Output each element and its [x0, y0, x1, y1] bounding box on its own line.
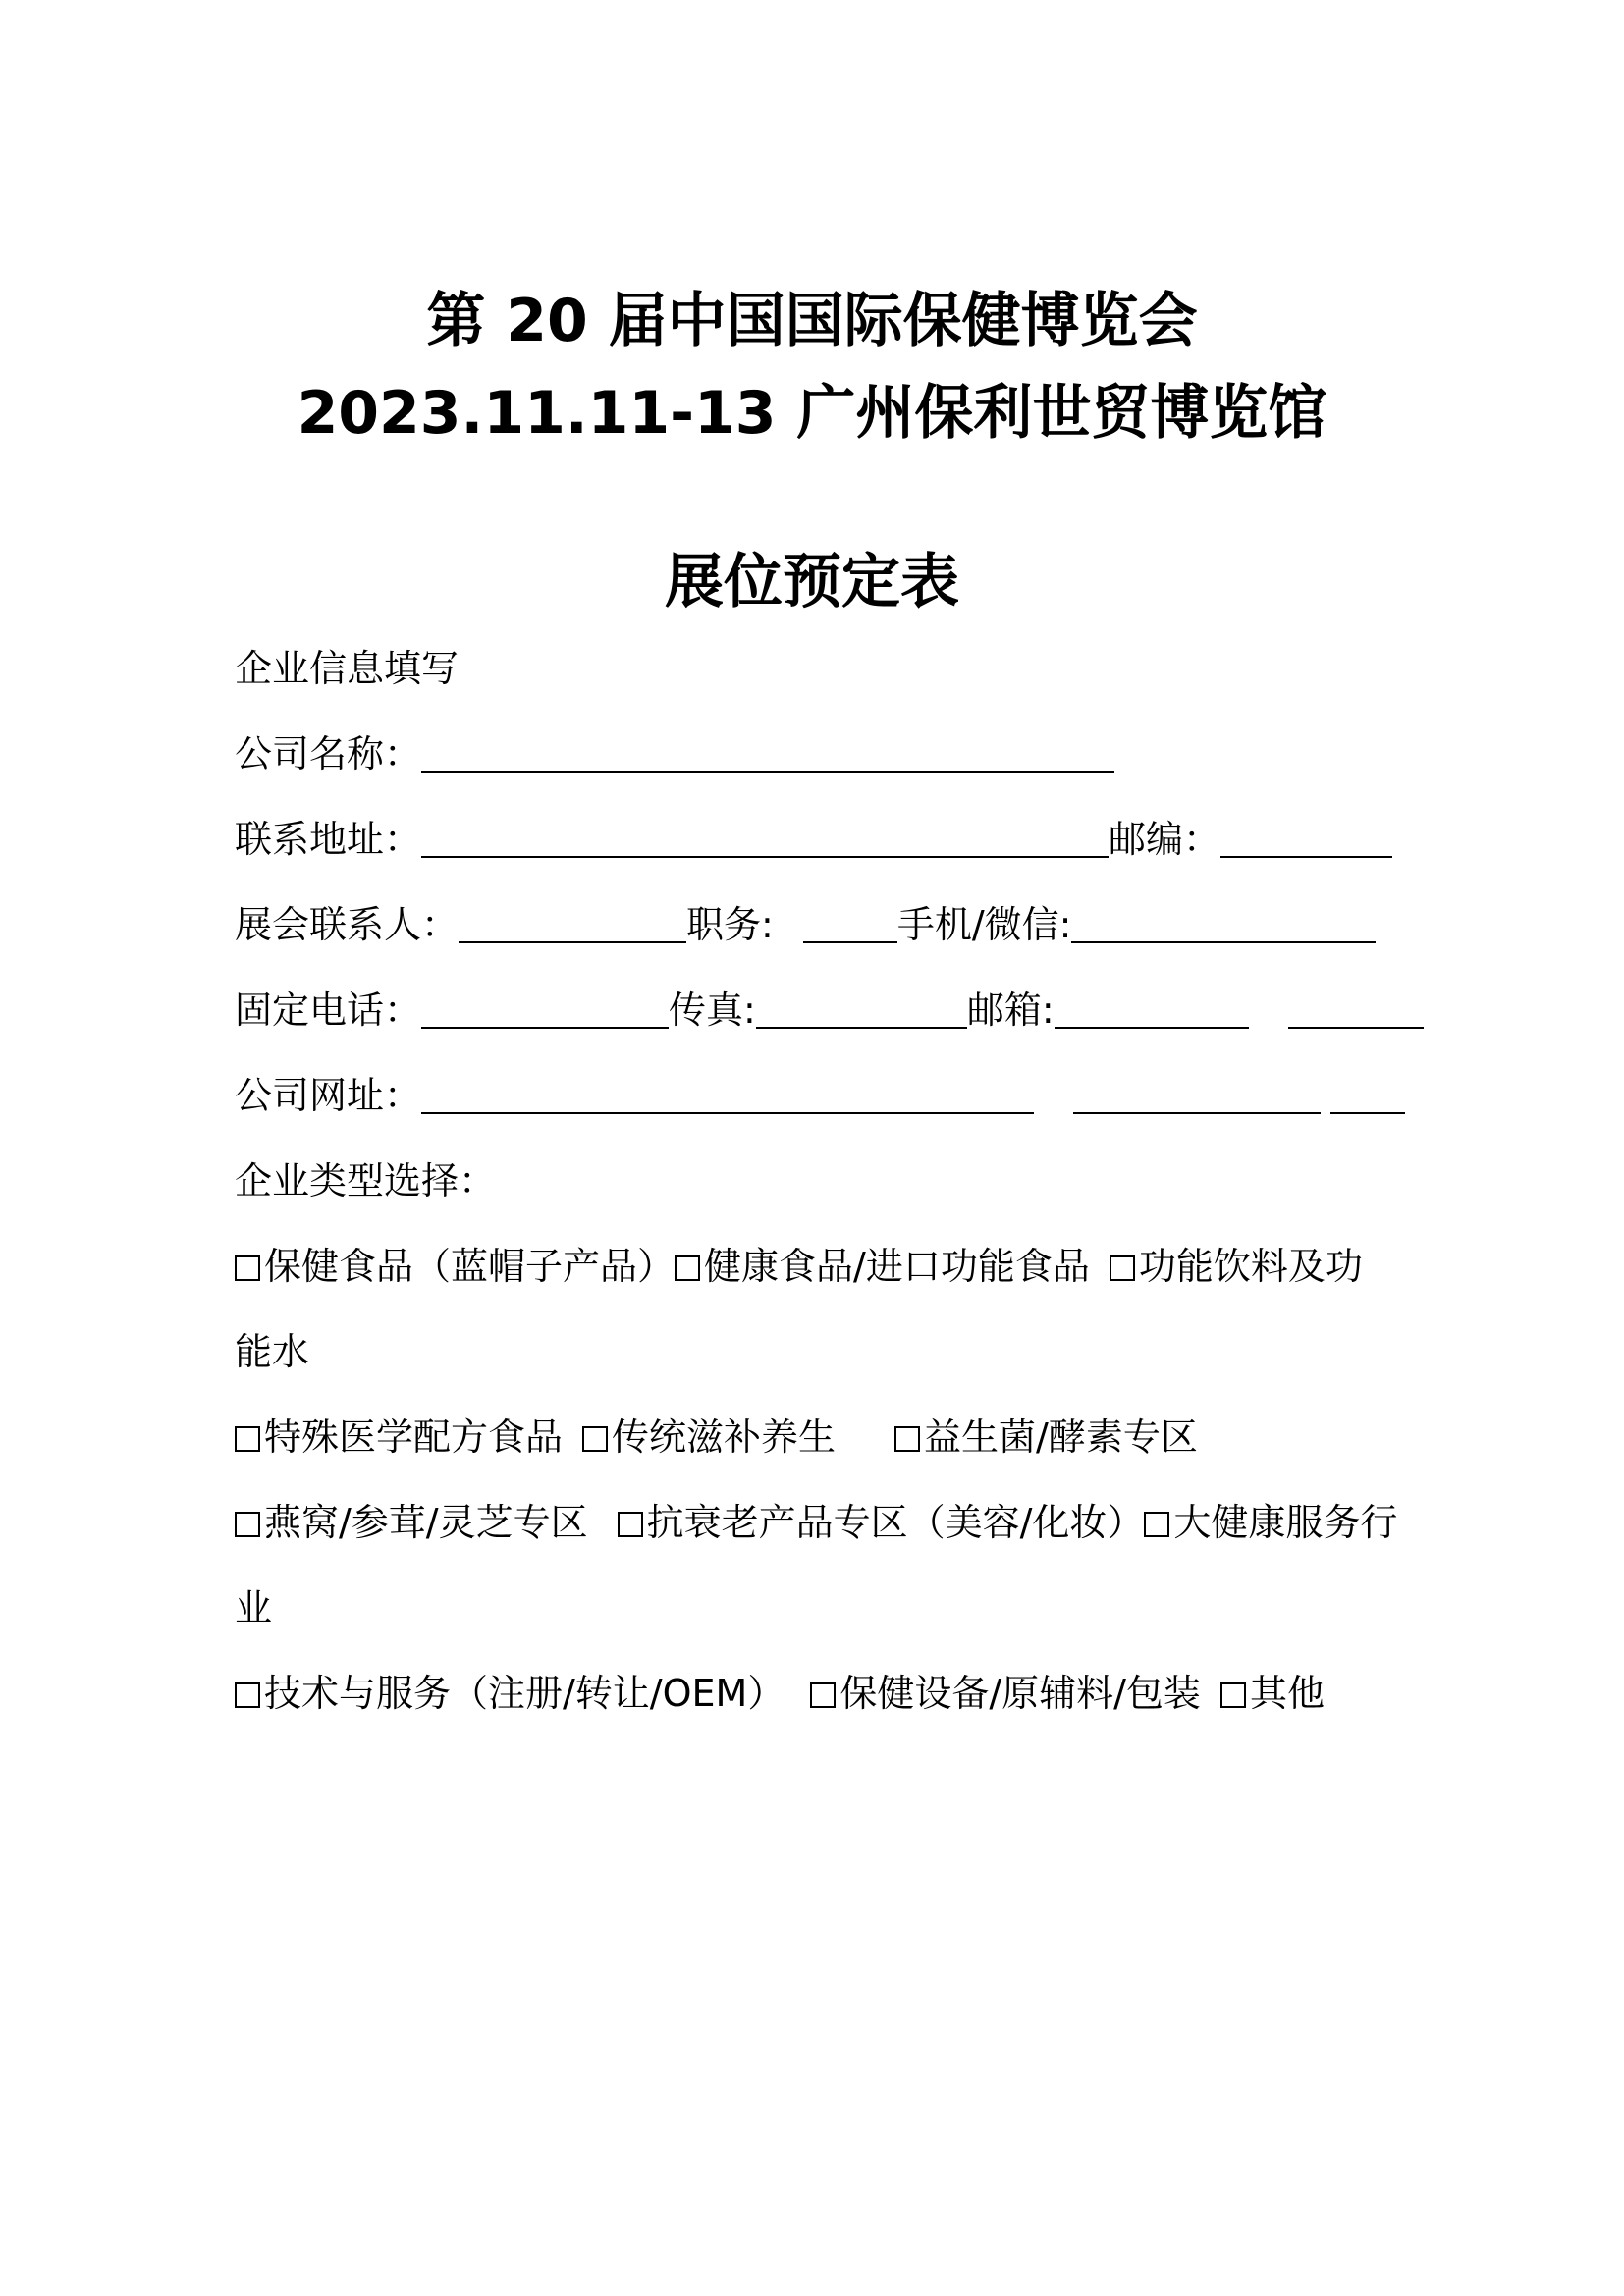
checkbox[interactable]	[1220, 1682, 1246, 1708]
option-traditional-tonic[interactable]: 传统滋补养生	[582, 1415, 836, 1459]
website-field-extra[interactable]	[1073, 1073, 1321, 1114]
option-birdnest-ginseng[interactable]: 燕窝/参茸/灵芝专区	[235, 1501, 588, 1544]
position-label: 职务:	[686, 903, 774, 946]
address-field[interactable]	[421, 817, 1109, 858]
option-functional-drinks[interactable]: 功能饮料及功	[1110, 1245, 1363, 1288]
mobile-wechat-label: 手机/微信:	[896, 903, 1072, 946]
company-type-row-2	[235, 1412, 1198, 1463]
email-label: 邮箱:	[966, 988, 1055, 1032]
postcode-field[interactable]	[1220, 817, 1392, 858]
website-row	[235, 1070, 1405, 1121]
company-info-heading: 企业信息填写	[235, 647, 460, 690]
checkbox[interactable]	[235, 1255, 260, 1281]
company-type-heading: 企业类型选择：	[235, 1159, 497, 1202]
phone-field[interactable]	[421, 988, 669, 1029]
expo-title: 第 20 届中国国际保健博览会	[426, 287, 1198, 355]
option-anti-aging[interactable]: 抗衰老产品专区（美容/化妆）	[618, 1501, 1145, 1544]
checkbox[interactable]	[1144, 1512, 1169, 1537]
checkbox[interactable]	[235, 1682, 260, 1708]
option-equipment-materials[interactable]: 保健设备/原辅料/包装	[810, 1672, 1201, 1715]
form-title: 展位预定表	[665, 548, 959, 616]
website-field[interactable]	[421, 1073, 1034, 1114]
option-other[interactable]: 其他	[1220, 1672, 1325, 1715]
option-health-services[interactable]: 大健康服务行	[1144, 1501, 1397, 1544]
email-field[interactable]	[1055, 988, 1249, 1029]
checkbox[interactable]	[894, 1426, 920, 1452]
option-health-food-bluehat[interactable]: 保健食品（蓝帽子产品）	[235, 1245, 675, 1288]
option-tech-services[interactable]: 技术与服务（注册/转让/OEM）	[235, 1672, 785, 1715]
company-type-row-1-wrap: 能水	[235, 1330, 310, 1373]
contact-person-field[interactable]	[459, 902, 686, 943]
checkbox[interactable]	[582, 1426, 608, 1452]
expo-date-venue: 2023.11.11-13 广州保利世贸博览馆	[297, 379, 1327, 448]
postcode-label: 邮编：	[1109, 818, 1221, 861]
website-field-extra2[interactable]	[1330, 1073, 1405, 1114]
option-special-medical-food[interactable]: 特殊医学配方食品	[235, 1415, 563, 1459]
position-field[interactable]	[803, 902, 897, 943]
company-name-field[interactable]	[421, 731, 1114, 773]
company-type-row-4	[235, 1668, 1325, 1719]
checkbox[interactable]	[235, 1426, 260, 1452]
mobile-wechat-field[interactable]	[1071, 902, 1376, 943]
contact-row	[235, 899, 1376, 950]
address-label: 联系地址：	[235, 818, 422, 861]
checkbox[interactable]	[618, 1512, 643, 1537]
checkbox[interactable]	[675, 1255, 700, 1281]
company-type-row-3-wrap: 业	[235, 1586, 273, 1629]
checkbox[interactable]	[1110, 1255, 1135, 1281]
company-type-row-3	[235, 1497, 1397, 1548]
checkbox[interactable]	[810, 1682, 836, 1708]
company-name-label: 公司名称：	[235, 732, 422, 775]
fax-field[interactable]	[756, 988, 967, 1029]
option-probiotics-enzymes[interactable]: 益生菌/酵素专区	[894, 1415, 1198, 1459]
contact-person-label: 展会联系人：	[235, 903, 460, 946]
checkbox[interactable]	[235, 1512, 260, 1537]
phone-row	[235, 985, 1424, 1036]
fax-label: 传真:	[669, 988, 756, 1032]
company-type-row-1	[235, 1241, 1363, 1292]
option-health-food-imported[interactable]: 健康食品/进口功能食品	[675, 1245, 1090, 1288]
email-field-extra[interactable]	[1288, 988, 1424, 1029]
address-row	[235, 814, 1392, 865]
website-label: 公司网址：	[235, 1074, 422, 1117]
company-name-row	[235, 728, 1114, 779]
phone-label: 固定电话：	[235, 988, 422, 1032]
